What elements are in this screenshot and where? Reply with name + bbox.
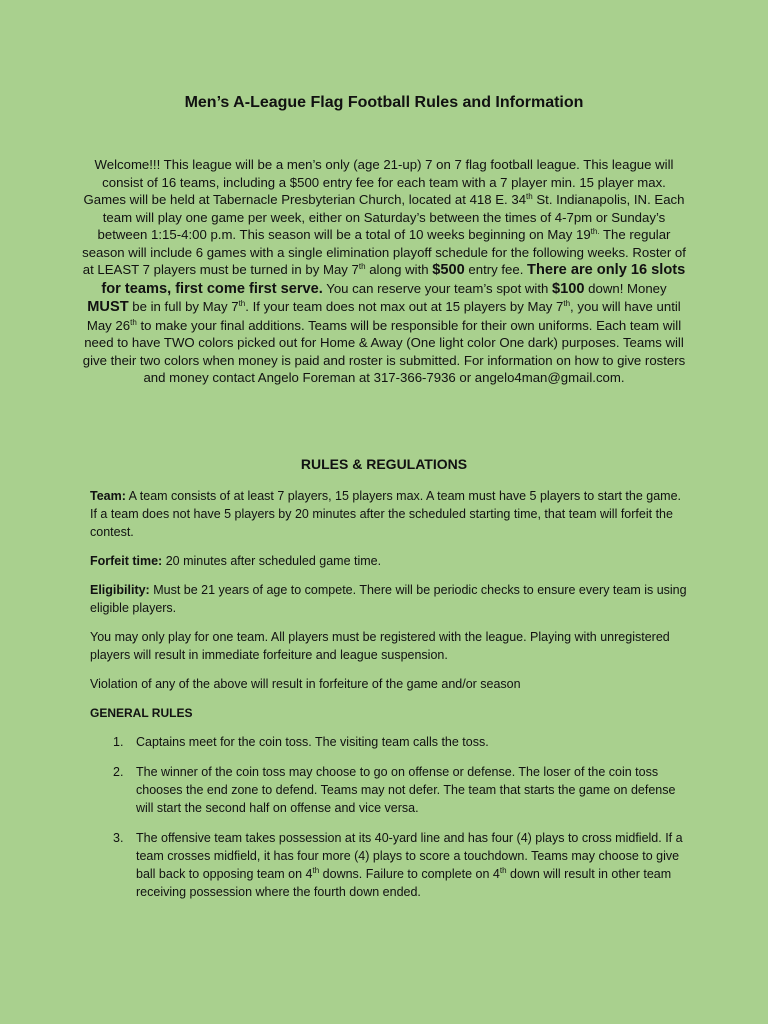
list-item: [90, 733, 690, 751]
eligibility-label: Eligibility:: [90, 583, 150, 597]
intro-sup-5: th: [563, 299, 571, 308]
general-rules-list: [90, 733, 690, 901]
intro-sup-2: th.: [590, 227, 600, 236]
intro-text-1: Welcome!!! This league will be a men’s only (age 21-up) 7 on 7 flag football league. This league will consist of 16 teams, including a $500 entry fee for each team with a 7 player min. 15 player max. Games will be held at Tabernacle Presbyterian Church, located at 418 E. 34: [83, 157, 674, 207]
entry-fee-amount: $500: [432, 262, 465, 278]
intro-text-6: You can reserve your team’s spot with: [322, 280, 553, 296]
one-team-rule: You may only play for one team. All players must be registered with the league. Playing with unregistered players will result in immediate forfeiture and league suspension.: [90, 630, 670, 662]
rule-text-c: down will result in other team receiving possession where the fourth down ended.: [136, 867, 672, 899]
intro-sup-3: th: [358, 262, 366, 271]
intro-text-9: . If your team does not max out at 15 players by May 7: [245, 299, 564, 314]
eligibility-text: Must be 21 years of age to compete. There will be periodic checks to ensure every team is using eligible players.: [90, 583, 687, 615]
general-rules-heading: GENERAL RULES: [90, 706, 193, 720]
intro-text-8: be in full by May 7: [128, 299, 239, 314]
rule-text-a: The offensive team takes possession at its 40-yard line and has four (4) plays to cross midfield. If a team crosses midfield, it has four more (4) plays to score a touchdown. Teams may choose to give ball back to opposing team on 4: [136, 831, 683, 881]
violation-rule: Violation of any of the above will result in forfeiture of the game and/or season: [90, 677, 521, 691]
intro-sup-6: th: [130, 317, 137, 327]
rule-number: 1.: [113, 735, 124, 749]
slots-notice: There are only 16 slots for teams, first come first serve.: [101, 262, 686, 297]
rule-text: The winner of the coin toss may choose to go on offense or defense. The loser of the coin toss chooses the end zone to defend. Teams may not defer. The team that starts the game on defense will start the second half on offense and vice versa.: [136, 765, 676, 815]
team-rule: [90, 487, 690, 541]
forfeit-label: Forfeit time:: [90, 554, 163, 568]
rule-sup-2: th: [499, 866, 507, 875]
rule-text: Captains meet for the coin toss. The visiting team calls the toss.: [136, 735, 489, 749]
must-emphasis: MUST: [87, 299, 129, 315]
team-label: Team:: [90, 489, 126, 503]
list-item: [90, 763, 690, 817]
rule-sup-1: th: [312, 866, 320, 875]
forfeit-text: 20 minutes after scheduled game time.: [162, 554, 382, 568]
eligibility-rule: [90, 581, 690, 617]
intro-text-2: St. Indianapolis, IN. Each team will play one game per week, either on Saturday’s between the times of 4-7pm or Sunday’s between 1:15-4:00 p.m. This season will be a total of 10 weeks beginning on May 19: [97, 192, 685, 242]
deposit-amount: $100: [552, 280, 585, 297]
intro-sup-1: th: [526, 192, 533, 201]
document-title: Men’s A-League Flag Football Rules and Information: [184, 94, 584, 111]
list-item: [90, 829, 690, 901]
intro-text-4: along with: [365, 262, 433, 277]
intro-text-5: entry fee.: [464, 262, 528, 277]
intro-text-3: The regular season will include 6 games with a single elimination playoff schedule for the following weeks. Roster of at LEAST 7 players must be turned in by May 7: [82, 227, 686, 277]
intro-text-7: down! Money: [584, 280, 667, 296]
forfeit-rule: [90, 552, 690, 570]
rule-number: 3.: [113, 831, 124, 845]
intro-paragraph: [80, 156, 688, 387]
team-text: A team consists of at least 7 players, 15 players max. A team must have 5 players to start the game. If a team does not have 5 players by 20 minutes after the scheduled starting time, that team will forfeit the contest.: [90, 489, 682, 539]
rules-body: [90, 487, 690, 913]
rules-section-title: RULES & REGULATIONS: [300, 456, 468, 472]
intro-text-11: to make your final additions. Teams will be responsible for their own uniforms. Each team will need to have TWO colors picked out for Home & Away (One light color One dark) purposes. Teams will give their two colors when money is paid and roster is submitted. For information on how to give rosters and money contact Angelo Foreman at 317-366-7936 or angelo4man@gmail.com.: [82, 317, 686, 385]
rule-text-b: downs. Failure to complete on 4: [319, 867, 500, 881]
intro-text-10: , you will have until May 26: [86, 299, 681, 333]
intro-sup-4: th: [238, 299, 246, 308]
rule-number: 2.: [113, 765, 124, 779]
